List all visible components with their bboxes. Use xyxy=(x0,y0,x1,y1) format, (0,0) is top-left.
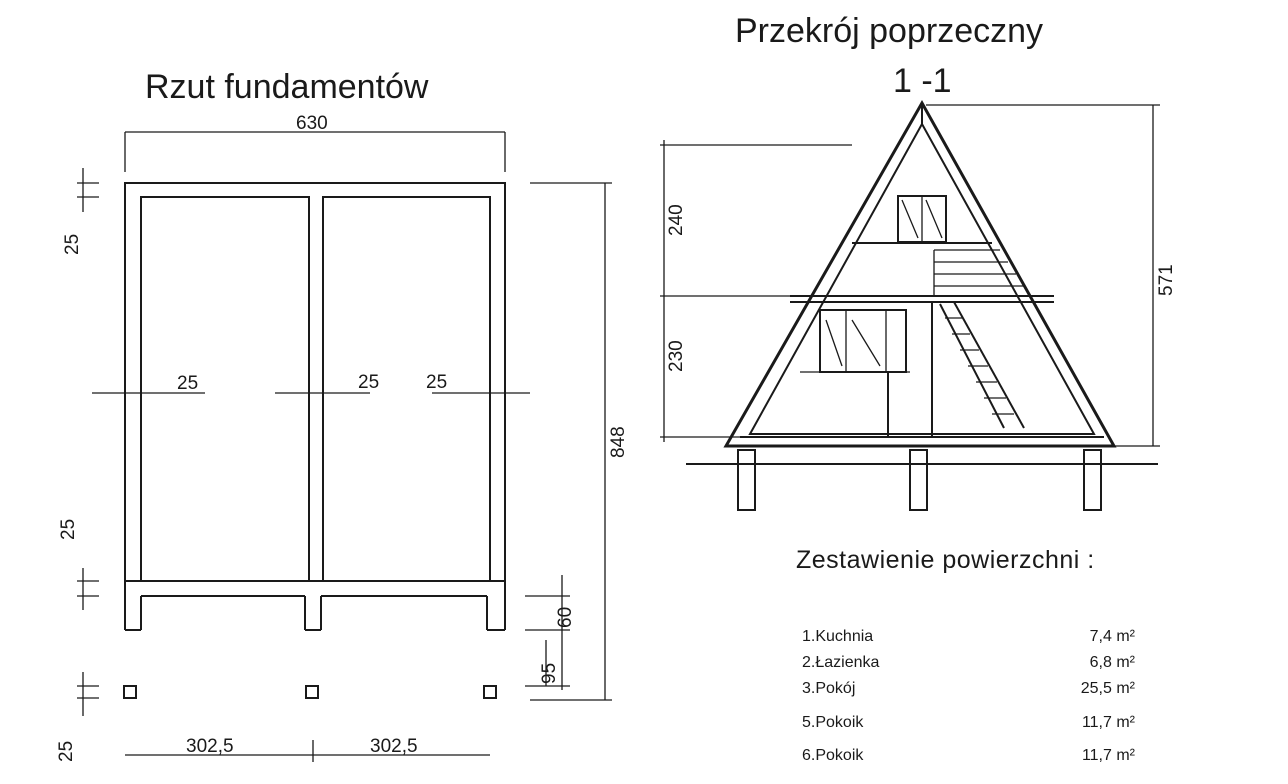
area-table xyxy=(796,546,1136,764)
dim-230-label: 230 xyxy=(666,340,687,372)
cross-section xyxy=(660,12,1177,510)
area-row-name: 1.Kuchnia xyxy=(802,628,874,645)
dim-wall-right-label: 25 xyxy=(426,372,448,393)
floor-levels xyxy=(740,243,1104,437)
dimension-wall-thickness xyxy=(92,372,530,394)
area-row xyxy=(802,654,1136,671)
section-title: Przekrój poprzeczny xyxy=(735,12,1044,50)
foundation-outline xyxy=(124,183,505,698)
area-row-value: 6,8 m² xyxy=(1089,654,1135,671)
dimension-bottom xyxy=(125,736,490,762)
a-frame-roof xyxy=(726,103,1114,446)
area-row xyxy=(802,714,1136,731)
area-row-name: 5.Pokoik xyxy=(802,714,864,731)
dim-right-95-label: 95 xyxy=(539,662,560,684)
area-row xyxy=(802,628,1136,645)
area-row xyxy=(802,680,1136,697)
dim-left-top-label: 25 xyxy=(62,233,83,255)
area-row-value: 25,5 m² xyxy=(1080,680,1135,697)
dim-bottom-right-label: 302,5 xyxy=(370,736,418,757)
upper-stairs xyxy=(934,250,1024,296)
foundation-piers xyxy=(738,450,1101,510)
dim-right-60-label: 60 xyxy=(555,606,576,628)
section-label: 1 -1 xyxy=(893,62,952,100)
foundation-plan xyxy=(56,68,629,762)
dim-bottom-left-label: 302,5 xyxy=(186,736,234,757)
dim-240-label: 240 xyxy=(666,204,687,236)
dim-571-label: 571 xyxy=(1156,264,1177,296)
plan-title: Rzut fundamentów xyxy=(145,68,429,106)
area-row-name: 2.Łazienka xyxy=(802,654,880,671)
ladder xyxy=(888,302,1024,437)
dimension-right xyxy=(525,183,629,700)
dim-left-mid-label: 25 xyxy=(58,518,79,540)
area-row-value: 11,7 m² xyxy=(1081,747,1135,764)
area-row-name: 6.Pokoik xyxy=(802,747,864,764)
area-table-heading: Zestawienie powierzchni : xyxy=(796,546,1095,574)
dimension-top-width xyxy=(125,113,505,172)
upper-window xyxy=(898,196,946,242)
dim-wall-left-label: 25 xyxy=(177,373,199,394)
lower-window xyxy=(800,310,910,372)
section-dimensions xyxy=(660,105,1177,446)
dim-wall-mid-label: 25 xyxy=(358,372,380,393)
dim-left-bottom-label: 25 xyxy=(56,740,77,762)
area-row-value: 7,4 m² xyxy=(1089,628,1135,645)
area-row-name: 3.Pokój xyxy=(802,680,856,697)
dim-630-label: 630 xyxy=(296,113,328,134)
area-row-value: 11,7 m² xyxy=(1081,714,1135,731)
dim-right-total-label: 848 xyxy=(608,426,629,458)
area-row xyxy=(802,747,1136,764)
dimension-left xyxy=(56,168,99,762)
